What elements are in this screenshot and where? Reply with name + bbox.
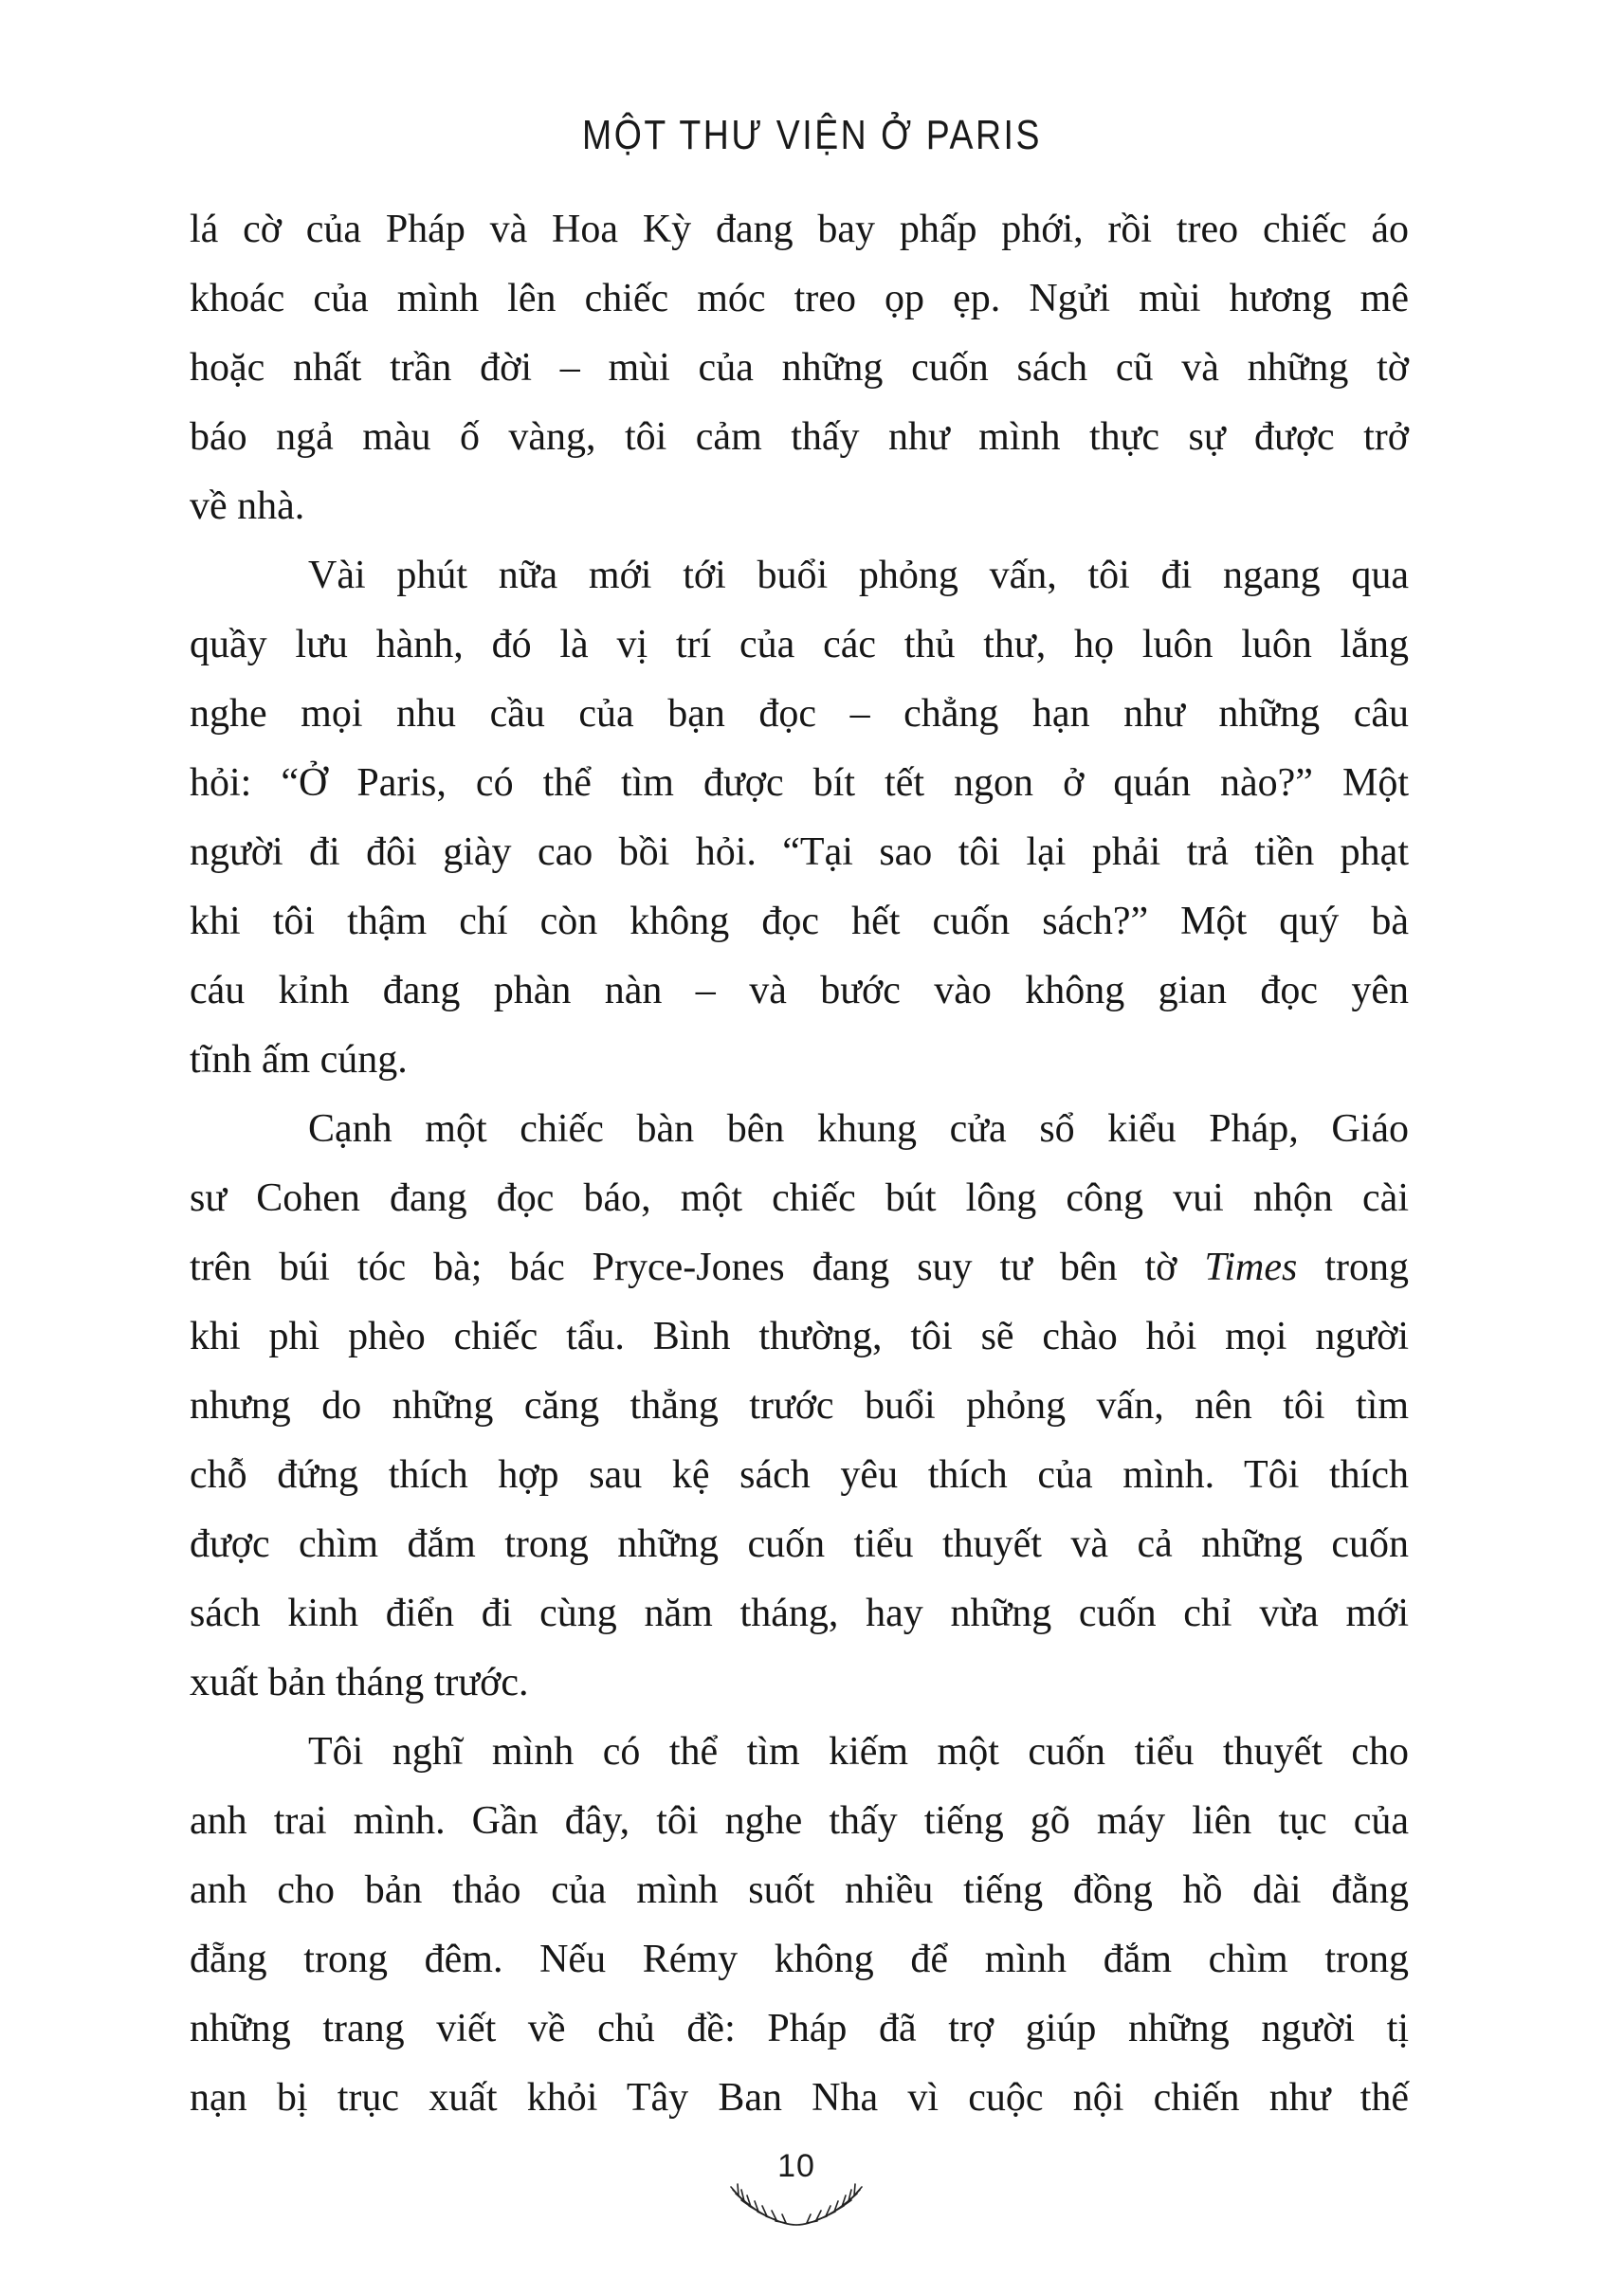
text-line: nghe mọi nhu cầu của bạn đọc – chẳng hạn như những câu: [190, 692, 1409, 736]
text-line: Tôi nghĩ mình có thể tìm kiếm một cuốn tiểu thuyết cho: [308, 1730, 1409, 1774]
text-line: hỏi: “Ở Paris, có thể tìm được bít tết ngon ở quán nào?” Một: [190, 761, 1409, 805]
text-line: về nhà.: [190, 484, 305, 528]
text-line: quầy lưu hành, đó là vị trí của các thủ thư, họ luôn luôn lắng: [190, 623, 1409, 666]
text-line: trên búi tóc bà; bác Pryce-Jones đang suy tư bên tờ Times trong: [190, 1246, 1409, 1289]
text-line: sư Cohen đang đọc báo, một chiếc bút lông công vui nhộn cài: [190, 1176, 1409, 1220]
page-number: 10: [777, 2148, 815, 2184]
text-line: nhưng do những căng thẳng trước buổi phỏng vấn, nên tôi tìm: [190, 1384, 1409, 1428]
text-line: khi phì phèo chiếc tẩu. Bình thường, tôi sẽ chào hỏi mọi người: [190, 1315, 1409, 1358]
laurel-branches-icon: [725, 2182, 867, 2228]
running-header: MỘT THƯ VIỆN Ở PARIS: [582, 112, 1042, 158]
page-body: [190, 195, 1409, 2133]
text-line: hoặc nhất trần đời – mùi của những cuốn sách cũ và những tờ: [190, 346, 1409, 390]
text-line: khi tôi thậm chí còn không đọc hết cuốn sách?” Một quý bà: [190, 900, 1409, 943]
text-line: tĩnh ấm cúng.: [190, 1038, 408, 1082]
text-line: lá cờ của Pháp và Hoa Kỳ đang bay phấp phới, rồi treo chiếc áo: [190, 208, 1409, 251]
text-line: anh cho bản thảo của mình suốt nhiều tiếng đồng hồ dài đằng: [190, 1868, 1409, 1912]
text-line: khoác của mình lên chiếc móc treo ọp ẹp. Ngửi mùi hương mê: [190, 277, 1409, 320]
text-line: những trang viết về chủ đề: Pháp đã trợ giúp những người tị: [190, 2007, 1409, 2050]
text-line: Vài phút nữa mới tới buổi phỏng vấn, tôi đi ngang qua: [308, 554, 1409, 597]
text-line: xuất bản tháng trước.: [190, 1661, 529, 1704]
text-line: báo ngả màu ố vàng, tôi cảm thấy như mình thực sự được trở: [190, 415, 1409, 459]
text-line: chỗ đứng thích hợp sau kệ sách yêu thích của mình. Tôi thích: [190, 1453, 1409, 1497]
text-line: nạn bị trục xuất khỏi Tây Ban Nha vì cuộc nội chiến như thế: [190, 2076, 1409, 2120]
text-line: người đi đôi giày cao bồi hỏi. “Tại sao tôi lại phải trả tiền phạt: [190, 830, 1409, 874]
text-line: anh trai mình. Gần đây, tôi nghe thấy tiếng gõ máy liên tục của: [190, 1799, 1409, 1843]
text-line: Cạnh một chiếc bàn bên khung cửa sổ kiểu Pháp, Giáo: [308, 1107, 1409, 1151]
text-line: cáu kỉnh đang phàn nàn – và bước vào không gian đọc yên: [190, 969, 1409, 1012]
text-line: đẵng trong đêm. Nếu Rémy không để mình đắm chìm trong: [190, 1938, 1409, 1981]
text-line: được chìm đắm trong những cuốn tiểu thuyết và cả những cuốn: [190, 1522, 1409, 1566]
text-line: sách kinh điển đi cùng năm tháng, hay những cuốn chỉ vừa mới: [190, 1592, 1409, 1635]
